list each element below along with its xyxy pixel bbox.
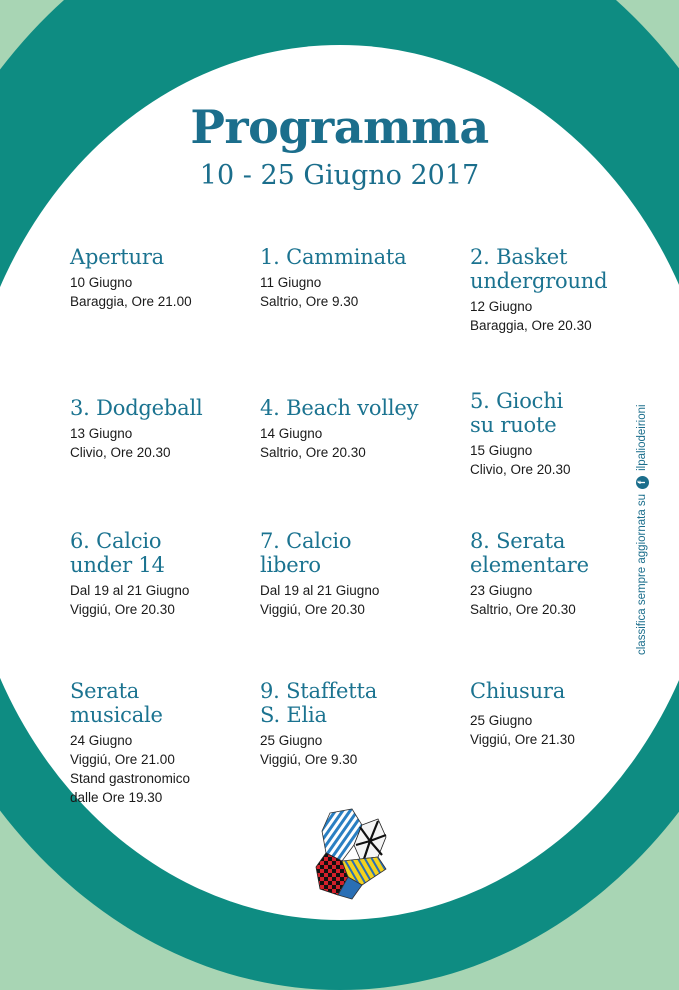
event-title: 6. Calcio under 14: [70, 529, 165, 577]
event-title: 7. Calcio libero: [260, 529, 352, 577]
event-date: 25 Giugno: [470, 713, 533, 728]
event-camminata: [260, 245, 460, 311]
facebook-icon[interactable]: f: [636, 476, 649, 489]
event-date: 11 Giugno: [260, 275, 322, 290]
event-date: 13 Giugno: [70, 426, 133, 441]
event-place-time: Viggiú, Ore 20.30: [260, 602, 365, 617]
page-title: Programma: [190, 100, 489, 154]
event-place-time: Clivio, Ore 20.30: [470, 462, 571, 477]
event-beach-volley: [260, 396, 460, 462]
page-subtitle: 10 - 25 Giugno 2017: [199, 160, 480, 191]
event-chiusura: [470, 679, 670, 749]
event-date: 24 Giugno: [70, 733, 133, 748]
event-place-time: Baraggia, Ore 20.30: [470, 318, 592, 333]
event-place-time: Viggiú, Ore 20.30: [70, 602, 175, 617]
event-date: 23 Giugno: [470, 583, 533, 598]
event-date: Dal 19 al 21 Giugno: [70, 583, 190, 598]
event-date: 10 Giugno: [70, 275, 133, 290]
event-serata-musicale: [70, 679, 210, 807]
event-calcio-libero: [260, 529, 400, 619]
event-dodgeball: [70, 396, 270, 462]
event-giochi: [470, 389, 580, 479]
event-title: 9. Staffetta S. Elia: [260, 679, 378, 727]
event-note: dalle Ore 19.30: [70, 790, 163, 805]
event-place-time: Viggiú, Ore 21.30: [470, 732, 575, 747]
event-place-time: Saltrio, Ore 9.30: [260, 294, 359, 309]
event-apertura: [70, 245, 270, 311]
event-date: 14 Giugno: [260, 426, 323, 441]
event-date: Dal 19 al 21 Giugno: [260, 583, 380, 598]
side-note: [632, 365, 652, 655]
event-place-time: Viggiú, Ore 21.00: [70, 752, 175, 767]
event-serata-elementare: [470, 529, 610, 619]
event-note: Stand gastronomico: [70, 771, 191, 786]
side-note-text: classifica sempre aggiornata su: [636, 493, 648, 655]
event-title: 2. Basket underground: [470, 245, 608, 293]
event-title: 5. Giochi su ruote: [470, 389, 564, 437]
event-place-time: Baraggia, Ore 21.00: [70, 294, 192, 309]
event-calcio-under-14: [70, 529, 210, 619]
event-title: Apertura: [70, 245, 164, 269]
event-title: 4. Beach volley: [260, 396, 419, 420]
event-date: 15 Giugno: [470, 443, 533, 458]
event-staffetta: [260, 679, 400, 769]
event-place-time: Clivio, Ore 20.30: [70, 445, 171, 460]
event-place-time: Viggiú, Ore 9.30: [260, 752, 358, 767]
palio-logo: [312, 805, 392, 903]
side-note-handle[interactable]: ilpaliodeirioni: [636, 404, 648, 471]
event-title: 8. Serata elementare: [470, 529, 589, 577]
event-title: 3. Dodgeball: [70, 396, 203, 420]
event-basket: [470, 245, 620, 335]
event-title: Serata musicale: [70, 679, 163, 727]
event-title: Chiusura: [470, 679, 566, 703]
event-place-time: Saltrio, Ore 20.30: [470, 602, 576, 617]
event-date: 25 Giugno: [260, 733, 323, 748]
event-title: 1. Camminata: [260, 245, 407, 269]
district-blue: [322, 809, 362, 861]
event-place-time: Saltrio, Ore 20.30: [260, 445, 366, 460]
event-date: 12 Giugno: [470, 299, 533, 314]
